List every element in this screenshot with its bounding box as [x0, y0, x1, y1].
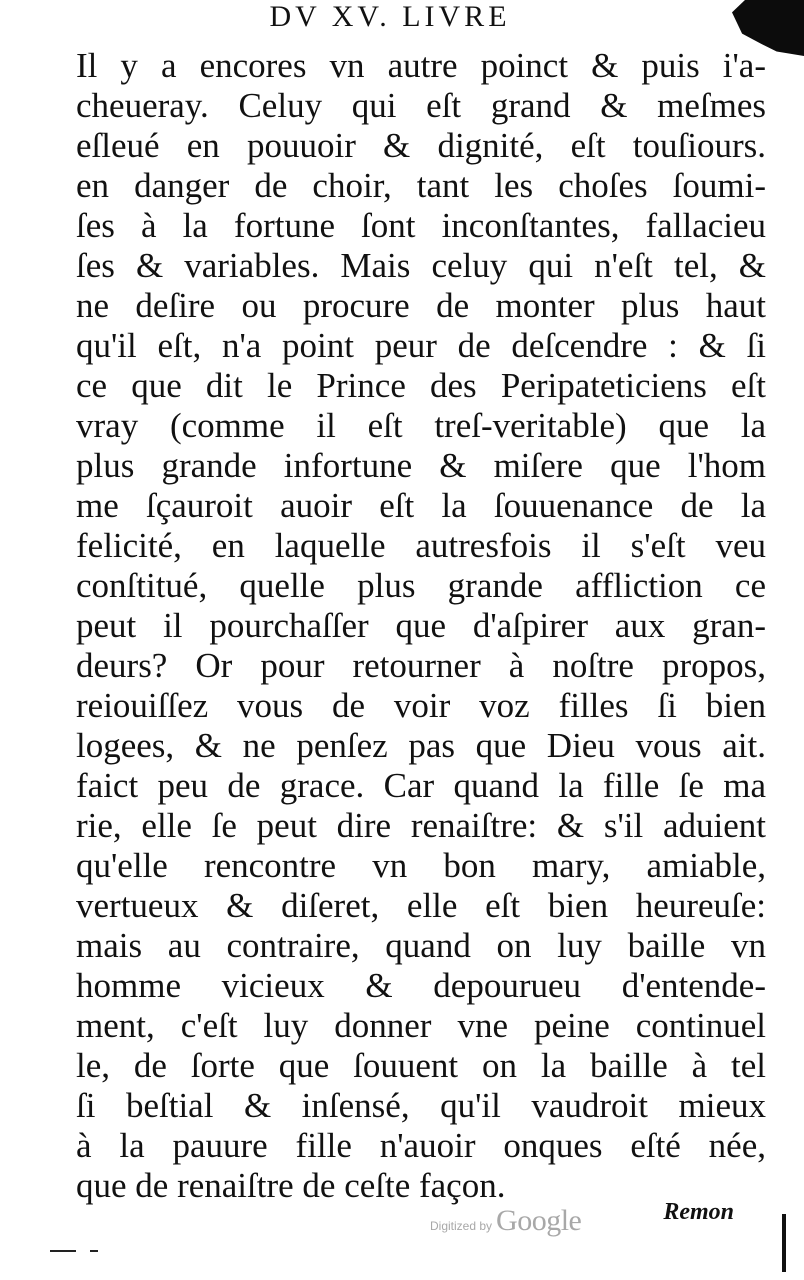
- watermark-prefix: Digitized by: [430, 1219, 493, 1233]
- text-line: à la pauure fille n'auoir onques eſté née,: [76, 1126, 766, 1165]
- text-line: ſes à la fortune ſont inconſtantes, fallacieu: [76, 206, 766, 245]
- text-line: cheueray. Celuy qui eſt grand & meſmes: [76, 86, 766, 125]
- running-header: DV XV. LIVRE: [269, 0, 511, 33]
- catchword: Remon: [663, 1199, 734, 1225]
- text-line: ſes & variables. Mais celuy qui n'eſt tel, &: [76, 246, 766, 285]
- text-line: homme vicieux & depourueu d'entende-: [76, 966, 766, 1005]
- text-line: ment, c'eſt luy donner vne peine continuel: [76, 1006, 766, 1045]
- text-line: ſi beſtial & inſensé, qu'il vaudroit mieux: [76, 1086, 766, 1125]
- scan-foot-marks: [50, 1250, 110, 1254]
- text-line: qu'il eſt, n'a point peur de deſcendre : & ſi: [76, 326, 766, 365]
- text-line: rie, elle ſe peut dire renaiſtre: & s'il aduient: [76, 806, 766, 845]
- text-line-last: que de renaiſtre de ceſte façon.: [76, 1166, 506, 1205]
- text-line: me ſçauroit auoir eſt la ſouuenance de la: [76, 486, 766, 525]
- body-text: [76, 46, 766, 1206]
- text-line: le, de ſorte que ſouuent on la baille à tel: [76, 1046, 766, 1085]
- text-line: eſleué en pouuoir & dignité, eſt touſiours.: [76, 126, 766, 165]
- watermark-brand: Google: [496, 1204, 582, 1237]
- text-line: felicité, en laquelle autresfois il s'eſt veu: [76, 526, 766, 565]
- text-line: logees, & ne penſez pas que Dieu vous ait.: [76, 726, 766, 765]
- text-line: plus grande infortune & miſere que l'hom: [76, 446, 766, 485]
- scan-edge-mark: [782, 1214, 786, 1272]
- text-line: en danger de choir, tant les choſes ſoumi-: [76, 166, 766, 205]
- text-line: vertueux & diſeret, elle eſt bien heureuſe:: [76, 886, 766, 925]
- text-line: deurs? Or pour retourner à noſtre propos,: [76, 646, 766, 685]
- text-line: Il y a encores vn autre poinct & puis i'a-: [76, 46, 766, 85]
- text-line: qu'elle rencontre vn bon mary, amiable,: [76, 846, 766, 885]
- text-line: vray (comme il eſt treſ-veritable) que la: [76, 406, 766, 445]
- text-line: ne deſire ou procure de monter plus haut: [76, 286, 766, 325]
- text-line: peut il pourchaſſer que d'aſpirer aux gran-: [76, 606, 766, 645]
- text-line: faict peu de grace. Car quand la fille ſe ma: [76, 766, 766, 805]
- digitizer-watermark: [430, 1204, 581, 1238]
- text-line: mais au contraire, quand on luy baille vn: [76, 926, 766, 965]
- text-line: ce que dit le Prince des Peripateticiens eſt: [76, 366, 766, 405]
- text-line: conſtitué, quelle plus grande affliction ce: [76, 566, 766, 605]
- text-line: reiouiſſez vous de voir voz filles ſi bien: [76, 686, 766, 725]
